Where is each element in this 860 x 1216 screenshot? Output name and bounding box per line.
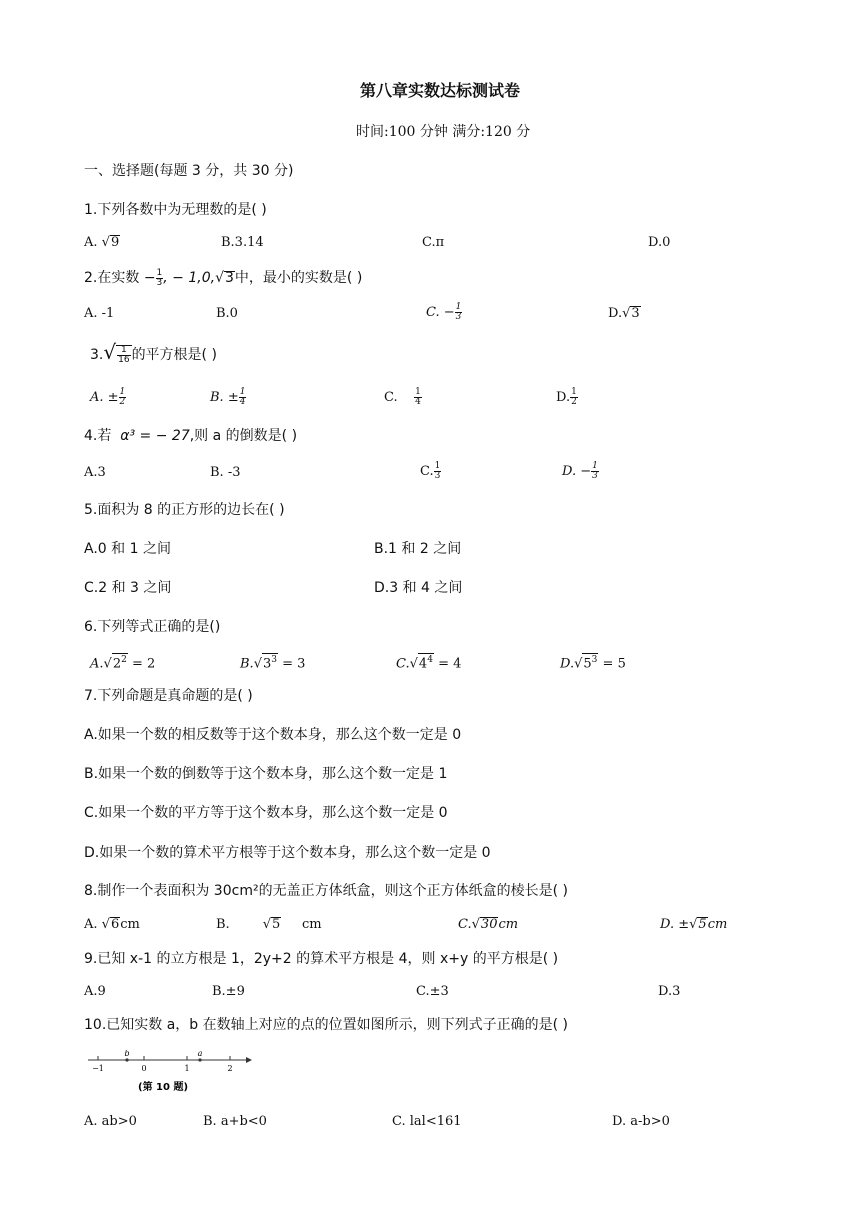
- q10-option-c: C. lal<161: [392, 1114, 462, 1129]
- q6-option-d: $D.√5^3 = 5$: [560, 655, 626, 672]
- q2-stem: 2.在实数 − $\frac{1}{3}$ , − 1,0,√3中，最小的实数是( ): [84, 267, 363, 288]
- q9-stem: 9.已知 x-1 的立方根是 1，2y+2 的算术平方根是 4，则 x+y 的平方根是( ): [84, 951, 559, 967]
- point-b-label: b: [124, 1050, 130, 1058]
- q10-stem: 10.已知实数 a，b 在数轴上对应的点的位置如图所示，则下列式子正确的是( ): [84, 1017, 569, 1033]
- q10-option-b: B. a+b<0: [203, 1114, 267, 1129]
- q4-stem: 4.若 α³ = − 27,则 a 的倒数是( ): [84, 428, 298, 444]
- q3-option-a: A. ± $\frac{1}{2}$: [90, 387, 126, 407]
- q3-stem: 3.√ $\frac{1}{16}$ 的平方根是( ): [90, 340, 217, 365]
- q9-option-d: D.3: [658, 984, 681, 999]
- q2-option-a: A. -1: [84, 306, 115, 321]
- tick-label: 1: [184, 1064, 190, 1073]
- q4-option-c: C. $\frac{1}{3}$: [420, 461, 441, 481]
- q2-option-b: B.0: [216, 306, 238, 321]
- q3-option-d: D. $\frac{1}{2}$: [556, 387, 577, 407]
- q7-option-b: B.如果一个数的倒数等于这个数本身，那么这个数一定是 1: [84, 766, 448, 782]
- point-a: [198, 1058, 201, 1061]
- q8-stem: 8.制作一个表面积为 30cm²的无盖正方体纸盒，则这个正方体纸盒的棱长是( ): [84, 883, 568, 899]
- q1-option-d: D.0: [648, 235, 671, 250]
- q5-option-b: B.1 和 2 之间: [374, 541, 462, 557]
- q4-option-d: D. − $\frac{1}{3}$: [562, 461, 598, 481]
- q5-option-c: C.2 和 3 之间: [84, 580, 172, 596]
- q5-option-a: A.0 和 1 之间: [84, 541, 171, 557]
- number-line-figure: [86, 1050, 256, 1100]
- q7-option-a: A.如果一个数的相反数等于这个数本身，那么这个数一定是 0: [84, 727, 462, 743]
- q9-option-a: A.9: [84, 984, 106, 999]
- q8-option-a: A. √6cm: [84, 917, 140, 932]
- q10-option-a: A. ab>0: [84, 1114, 137, 1129]
- q7-option-d: D.如果一个数的算术平方根等于这个数本身，那么这个数一定是 0: [84, 845, 491, 861]
- q9-option-b: B.±9: [212, 984, 245, 999]
- q1-stem: 1.下列各数中为无理数的是( ): [84, 202, 267, 218]
- q7-option-c: C.如果一个数的平方等于这个数本身，那么这个数一定是 0: [84, 805, 448, 821]
- q6-option-b: $B.√3^3 = 3$: [240, 655, 306, 672]
- number-line-svg: [86, 1050, 256, 1100]
- page-subtitle: 时间:100 分钟 满分:120 分: [356, 124, 531, 140]
- tick-label: 0: [141, 1064, 147, 1073]
- q7-stem: 7.下列命题是真命题的是( ): [84, 688, 253, 704]
- q1-option-b: B.3.14: [221, 235, 264, 250]
- q5-stem: 5.面积为 8 的正方形的边长在( ): [84, 502, 285, 518]
- point-a-label: a: [197, 1050, 203, 1058]
- q10-option-d: D. a-b>0: [612, 1114, 670, 1129]
- q9-option-c: C.±3: [416, 984, 449, 999]
- point-b: [125, 1058, 128, 1061]
- tick-label: 2: [227, 1064, 233, 1073]
- q3-option-b: B. ± $\frac{1}{4}$: [210, 387, 246, 407]
- q8-option-b: B. √5 cm: [216, 917, 322, 932]
- q3-option-c: C. $\frac{1}{4}$: [384, 387, 421, 407]
- q6-stem: 6.下列等式正确的是(): [84, 619, 221, 635]
- q4-option-a: A.3: [84, 465, 106, 480]
- q1-option-a: A. √9: [84, 235, 120, 250]
- q1-option-c: C.π: [422, 235, 445, 250]
- q2-option-d: D.√3: [608, 306, 640, 321]
- figure-caption: (第 10 题): [138, 1082, 189, 1093]
- q8-option-d: D. ±√5cm: [660, 917, 728, 932]
- number-line-arrow: [246, 1057, 252, 1063]
- section-heading: 一、选择题(每题 3 分，共 30 分): [84, 163, 294, 179]
- q5-option-d: D.3 和 4 之间: [374, 580, 463, 596]
- q6-option-c: $C.√4^4 = 4$: [396, 655, 462, 672]
- q6-option-a: $A.√2^2 = 2$: [90, 655, 156, 672]
- q4-option-b: B. -3: [210, 465, 241, 480]
- q2-option-c: C. − $\frac{1}{3}$: [426, 302, 462, 322]
- q8-option-c: C.√30cm: [458, 917, 519, 932]
- page-title: 第八章实数达标测试卷: [360, 81, 521, 100]
- tick-label: −1: [92, 1064, 104, 1073]
